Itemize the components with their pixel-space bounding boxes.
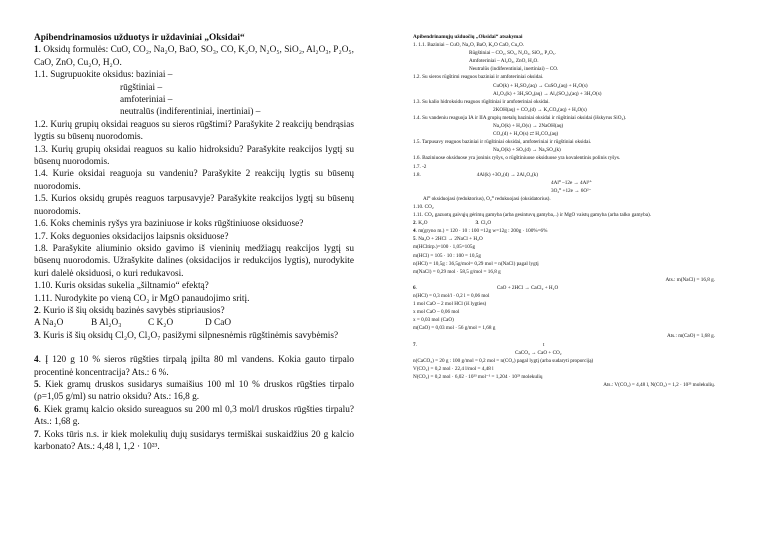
answer-line: 1.5. Tarpusavy reaguos baziniai ir rūgštiniai oksidai, amfoteriniai ir rūgštiniai oksidai.: [413, 139, 592, 146]
equation: Na₂O(k) + H₂O(s) → 2NaOH(aq): [493, 123, 564, 130]
answer-line: n(CaCO₃) = 20 g : 100 g/mol = 0,2 mol = n(CO₂) pagal lygtį (arba sudaryti proporciją): [413, 357, 594, 364]
group-neutral: neutralūs (indiferentiniai, inertiniai) –: [120, 107, 261, 118]
question-1-6: 1.6. Koks cheminis ryšys yra baziniuose ir koks rūgštiniuose oksiduose?: [34, 219, 304, 230]
question-1-2: 1.2. Kurių grupių oksidai reaguos su sieros rūgštimi? Parašykite 2 reakcijų bendrąsias lygtis su būsenų nuorodomis.: [34, 119, 354, 143]
answer-line: x mol CaO – 0,06 mol: [413, 309, 460, 316]
question-1-8: 1.8. Parašykite aliuminio oksido gavimo iš vieninių medžiagų reakcijos lygtį su būsenų nuorodomis. Užrašykite dalines (oksidacijos ir redukcijos lygtis), nurodykite kuri dalelė oksiduosi, o kuri redukavosi.: [34, 243, 354, 279]
question-1-7: 1.7. Koks deguonies oksidacijos laipsnis oksiduose?: [34, 231, 229, 242]
answer-line: 1 mol CaO – 2 mol HCl (iš lygties): [413, 301, 487, 308]
equation: Na₂O(k) + SO₃(d) → Na₂SO₄(k): [493, 147, 561, 154]
question-number: 3: [34, 330, 39, 341]
answer-line: 1.6. Baziniuose oksiduose yra joninis ryšys, o rūgštiniuose oksiduose yra kovalentinis polinis ryšys.: [413, 155, 621, 162]
question-2-options: [34, 317, 354, 329]
answer-line: 1.4. Su vandeniu reaguoja IA ir IIA grupių metalų baziniai oksidai ir rūgštiniai oksidai (išskyrus SiO₂).: [413, 114, 627, 121]
question-number: 2: [34, 305, 39, 316]
question-1-4: 1.4. Kurie oksidai reaguoja su vandeniu? Parašykite 2 reakcijų lygtis su būsenų nuorodomis.: [34, 169, 354, 192]
answer-line: 1.2. Su sieros rūgštimi reaguos baziniai ir amfoteriniai oksidai.: [413, 74, 544, 81]
answer-line: 1.7. -2: [413, 163, 427, 170]
spacer: [34, 342, 354, 354]
answer-line: 1.8. 4Al(k) +3O₂(d) → 2Al₂O₃(k): [413, 171, 539, 178]
equation: 3O₂⁰ +12e → 6O²⁻: [551, 187, 592, 194]
equation: CuO(k) + H₂SO₄(aq) → CuSO₄(aq) + H₂O(s): [493, 82, 588, 89]
answer-result: Ats.: m(CaO) = 1,68 g.: [666, 333, 715, 340]
answer-line: 1. 1.1. Baziniai – CuO, Na₂O, BaO, K₂O CaO, Cu₂O.: [413, 42, 525, 49]
questions-title: Apibendrinamosios užduotys ir uždaviniai „Oksidai“: [34, 33, 245, 43]
equation: CaCO₃ → CaO + CO₂: [515, 349, 562, 356]
question-1-1: 1.1. Sugrupuokite oksidus: baziniai –: [34, 70, 173, 81]
answer-line: 2. K₂O 3. Cl₂O: [413, 220, 492, 227]
option-a: A Na₂O: [34, 318, 64, 329]
option-b: B Al₂O₃: [91, 318, 122, 329]
question-1-11: 1.11. Nurodykite po vieną CO₂ ir MgO panaudojimo sritį.: [34, 293, 250, 304]
answer-line: m(HCl) = 105 · 10 : 100 = 10,5g: [413, 252, 481, 259]
answer-line: x = 0,03 mol (CaO): [413, 317, 454, 324]
answer-line: 5. Na₂O + 2HCl → 2NaCl + H₂O: [413, 236, 483, 243]
question-number: 1: [34, 45, 39, 56]
question-1: 1. Oksidų formulės: CuO, CO₂, Na₂O, BaO, SO₃, CO, K₂O, N₂O₅, SiO₂, Al₂O₃, P₂O₅, CaO, ZnO, Cu₂O, H₂O.: [34, 45, 354, 68]
answer-line: Rūgštiniai – CO₂, SO₃, N₂O₅, SiO₂, P₂O₅.: [469, 50, 556, 57]
answer-line: N(CO₂) = 0,2 mol · 6,02 · 10²³ mol⁻¹ = 1,204 · 10²³ molekulių: [413, 373, 543, 380]
answer-line: 1.11. CO₂ gazuotų gaivųjų gėrimų gamyba (arba gesintuvų gamyba,..) ir MgO vaistų gamyba (arba talko gamyba).: [413, 212, 652, 219]
answer-line: 4. m(gryno m.) = 120 · 10 : 100 =12g w=12g : 200g · 100%=6%: [413, 228, 548, 235]
answer-line: 1.3. Su kalio hidroksidu reaguos rūgštiniai ir amfoteriniai oksidai.: [413, 98, 550, 105]
question-1-5: 1.5. Kurios oksidų grupės reaguos tarpusavyje? Parašykite reakcijos lygtį su būsenų nuorodomis.: [34, 194, 354, 217]
answers-title: Apibendrinamųjų užduočių „Oksidai“ atsakymai: [413, 34, 523, 40]
question-5: 5. Kiek gramų druskos susidarys sumaišius 100 ml 10 % druskos rūgšties tirpalo (ρ=1,05 g/ml) su natrio oksidu? Ats.: 16,8 g.: [34, 379, 354, 403]
answer-line: Neutralūs (indiferentiniai, inertiniai) – CO.: [469, 66, 559, 73]
question-6: 6. Kiek gramų kalcio oksido sureaguos su 200 ml 0,3 mol/l druskos rūgšties tirpalu? Ats.: 1,68 g.: [34, 404, 354, 428]
equation: 4Al(k) +3O₂(d) → 2Al₂O₃(k): [476, 171, 539, 178]
equation: 4Al⁰ –12e → 4Al³⁺: [551, 179, 593, 186]
equation: Al₂O₃(k) + 3H₂SO₄(aq) → Al₂(SO₄)₃(aq) + 3H₂O(s): [493, 90, 602, 97]
option-c: C K₂O: [148, 318, 174, 329]
answer-line: m(HCltirp.)=100 · 1,05=105g: [413, 244, 476, 251]
answer-line: 1.10. CO₂: [413, 203, 434, 210]
question-number: 5: [34, 379, 39, 390]
equation: 2KOH(aq) + CO₂(d) → K₂CO₃(aq) + H₂O(s): [493, 106, 587, 113]
answer-result: Ats.: m(NaCl) = 16,8 g.: [665, 276, 715, 283]
option-d: D CaO: [205, 318, 232, 329]
answer-line: Al⁰ oksiduojasi (reduktorius), O₂⁰ redukuojasi (oksidatorius).: [423, 195, 551, 202]
equation: CaO + 2HCl → CaCl₂ + H₂O: [496, 284, 559, 291]
answers-column: [413, 33, 745, 389]
answer-line: 7. t: [413, 341, 545, 348]
answer-line: V(CO₂) = 0,2 mol · 22,4 l/mol = 4,48 l: [413, 365, 494, 372]
question-7: 7. Koks tūris n.s. ir kiek molekulių dujų susidarys termiškai suskaidžius 20 g kalcio karbonato? Ats.: 4,48 l, 1,2 · 10²³.: [34, 429, 354, 452]
question-2: 2. Kurio iš šių oksidų bazinės savybės stipriausios?: [34, 305, 225, 316]
answer-line: 6. CaO + 2HCl → CaCl₂ + H₂O: [413, 284, 559, 291]
answer-line: n(HCl) = 10,5g : 36,5g/mol= 0,29 mol = n(NaCl) pagal lygtį: [413, 260, 539, 267]
question-number: 4: [34, 355, 39, 366]
question-number: 7: [34, 429, 39, 440]
equation: CO₂(d) + H₂O(s) ⇄ H₂CO₃(aq): [493, 131, 559, 138]
reaction-condition: t: [542, 341, 545, 348]
question-1-3: 1.3. Kurių grupių oksidai reaguos su kalio hidroksidu? Parašykite reakcijos lygtį su būsenų nuorodomis.: [34, 144, 354, 168]
question-number: 6: [34, 404, 39, 415]
questions-column: [34, 32, 354, 453]
question-1-10: 1.10. Kuris oksidas sukelia „šiltnamio“ efektą?: [34, 281, 209, 292]
answer-line: Amfoteriniai – Al₂O₃, ZnO, H₂O.: [469, 58, 539, 65]
question-4: 4. Į 120 g 10 % sieros rūgšties tirpalą įpilta 80 ml vandens. Kokia gauto tirpalo procentinė koncentracija? Ats.: 6 %.: [34, 355, 354, 378]
answer-line: m(CaO) = 0,03 mol · 56 g/mol = 1,68 g: [413, 325, 496, 332]
question-3: 3. Kuris iš šių oksidų Cl₂O, Cl₂O₇ pasižymi silpnesnėmis rūgštinėmis savybėmis?: [34, 330, 339, 341]
answer-line: m(NaCl) = 0,29 mol · 58,5 g/mol = 16,8 g: [413, 268, 501, 275]
answer-line: n(HCl) = 0,3 mol/l · 0,2 l = 0,06 mol: [413, 293, 490, 299]
answer-result: Ats.: V(CO₂) = 4,48 l, N(CO₂) = 1,2 · 10²³ molekulių.: [603, 382, 715, 389]
group-acidic: rūgštiniai –: [120, 82, 163, 93]
group-amphoteric: amfoteriniai –: [120, 95, 173, 106]
